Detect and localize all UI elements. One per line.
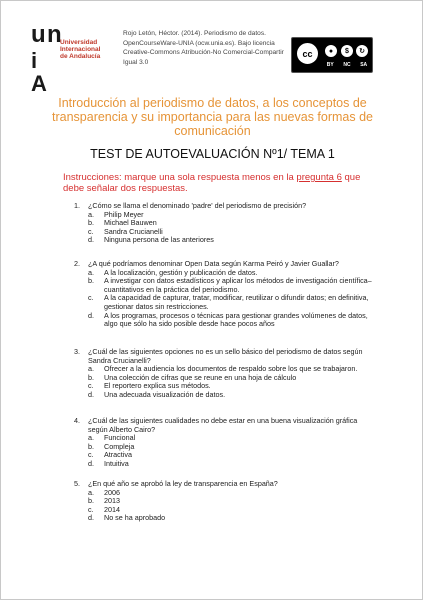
label-nc: NC	[343, 62, 351, 68]
option-text: Una adecuada visualización de datos.	[104, 389, 226, 399]
question-1	[74, 202, 374, 245]
option-letter: c.	[88, 226, 94, 236]
option-letter: b.	[88, 372, 94, 382]
option-text: 2006	[104, 487, 120, 497]
logo-line-2: Internacional	[60, 46, 101, 53]
option-letter: b.	[88, 496, 94, 506]
option-text: Atractiva	[104, 450, 132, 460]
answer-option[interactable]	[88, 489, 374, 498]
option-text: A la localización, gestión y publicación de datos.	[104, 267, 258, 277]
option-text: A los programas, procesos o técnicas para gestionar grandes volúmenes de datos, algo que sólo ha sido posible desde hace pocos años	[104, 310, 368, 329]
answer-option[interactable]	[88, 497, 374, 506]
option-letter: a.	[88, 267, 94, 277]
option-text: A la capacidad de capturar, tratar, modificar, reutilizar o difundir datos; en definitiva, gestionar datos sin restricciones.	[104, 293, 369, 311]
answer-option[interactable]	[88, 277, 374, 294]
option-text: No se ha aprobado	[104, 513, 166, 523]
logo-line-3: de Andalucía	[60, 53, 101, 60]
instructions-text-start: Instrucciones: marque una sola respuesta menos en la	[63, 172, 297, 183]
question-text: ¿Cómo se llama el denominado 'padre' del periodismo de precisión?	[88, 201, 307, 210]
instructions	[63, 172, 383, 194]
logo-letter-n: n	[47, 21, 62, 48]
option-text: Intuitiva	[104, 458, 129, 468]
question-4	[74, 417, 374, 469]
question-2	[74, 260, 374, 329]
cc-labels	[322, 62, 372, 68]
option-letter: b.	[88, 441, 94, 451]
cc-icon: cc	[295, 41, 320, 66]
option-text: Sandra Crucianelli	[104, 226, 163, 236]
test-heading: TEST DE AUTOEVALUACIÓN Nº1/ TEMA 1	[90, 147, 335, 161]
option-text: 2013	[104, 496, 120, 506]
logo-letter-a: A	[31, 71, 47, 96]
question-number: 1.	[74, 201, 80, 210]
answer-list	[88, 365, 374, 399]
label-by: BY	[326, 62, 334, 68]
option-text: Ninguna persona de las anteriores	[104, 235, 214, 245]
option-text: 2014	[104, 504, 120, 514]
sa-icon: ↻	[354, 43, 370, 59]
option-text: Ofrecer a la audiencia los documentos de respaldo sobre los que se trabajaron.	[104, 364, 358, 374]
question-text: ¿Cuál de las siguientes cualidades no debe estar en una buena visualización gráfica según Alberto Cairo?	[88, 416, 358, 434]
option-letter: b.	[88, 276, 94, 286]
question-number: 4.	[74, 416, 80, 425]
by-icon: ●	[323, 43, 339, 59]
question-text: ¿A qué podríamos denominar Open Data según Karma Peiró y Javier Guallar?	[88, 259, 339, 268]
option-text: Una colección de cifras que se reune en una hoja de cálculo	[104, 372, 297, 382]
option-text: Philip Meyer	[104, 209, 144, 219]
logo-line-1: Universidad	[60, 39, 98, 46]
answer-option[interactable]	[88, 451, 374, 460]
option-text: Funcional	[104, 433, 136, 443]
answer-option[interactable]	[88, 236, 374, 245]
label-sa: SA	[360, 62, 368, 68]
option-text: A investigar con datos estadísticos y aplicar los métodos de investigación científica–cuantitativos en la práctica del periodismo.	[104, 276, 372, 294]
option-letter: a.	[88, 364, 94, 374]
option-text: Michael Bauwen	[104, 218, 157, 228]
citation-text: Rojo Letón, Héctor. (2014). Periodismo de datos. OpenCourseWare-UNIA (ocw.unia.es). Bajo licencia Creative-Commons Atribución-No Comercial-Compartir Igual 3.0	[123, 30, 284, 66]
question-number: 5.	[74, 479, 80, 488]
question-number: 2.	[74, 259, 80, 268]
option-letter: d.	[88, 513, 94, 523]
logo-letter-i: i	[31, 48, 38, 73]
question-6-link[interactable]: pregunta 6	[296, 172, 342, 183]
question-text: ¿En qué año se aprobó la ley de transparencia en España?	[88, 479, 278, 488]
document-title: Introducción al periodismo de datos, a los conceptos de transparencia y su importancia para las nuevas formas de comunicación	[52, 96, 373, 138]
answer-list	[88, 489, 374, 523]
instructions-text-end: que debe señalar dos respuestas.	[63, 172, 361, 194]
option-letter: a.	[88, 487, 94, 497]
option-letter: c.	[88, 504, 94, 514]
option-letter: d.	[88, 310, 94, 320]
answer-list	[88, 269, 374, 329]
option-letter: a.	[88, 433, 94, 443]
logo-university-name	[60, 39, 115, 60]
answer-option[interactable]	[88, 460, 374, 469]
answer-option[interactable]	[88, 391, 374, 400]
answer-list	[88, 211, 374, 245]
answer-option[interactable]	[88, 312, 374, 329]
option-letter: d.	[88, 458, 94, 468]
question-number: 3.	[74, 347, 80, 356]
answer-list	[88, 434, 374, 468]
option-letter: b.	[88, 218, 94, 228]
option-text: El reportero explica sus métodos.	[104, 381, 211, 391]
unia-logo	[31, 21, 111, 96]
option-letter: c.	[88, 381, 94, 391]
option-letter: d.	[88, 235, 94, 245]
option-letter: c.	[88, 293, 94, 303]
nc-icon: $	[339, 43, 355, 59]
option-text: Compleja	[104, 441, 135, 451]
question-3	[74, 348, 374, 400]
question-text: ¿Cuál de las siguientes opciones no es un sello básico del periodismo de datos según Sandra Crucianelli?	[88, 347, 363, 365]
answer-option[interactable]	[88, 294, 374, 311]
logo-letter-u: u	[31, 21, 46, 48]
option-letter: a.	[88, 209, 94, 219]
creative-commons-badge	[291, 37, 373, 73]
question-5	[74, 480, 374, 523]
option-letter: d.	[88, 389, 94, 399]
answer-option[interactable]	[88, 514, 374, 523]
option-letter: c.	[88, 450, 94, 460]
